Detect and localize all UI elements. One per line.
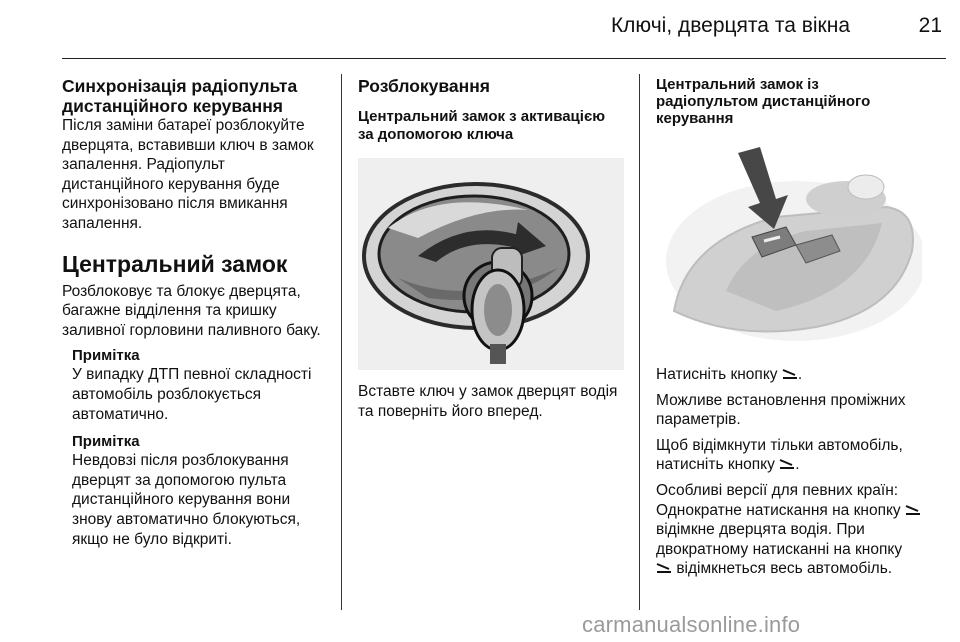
column-divider-2 [639,74,640,610]
note-2-text: Невдовзі після розблокування дверцят за допомогою пульта дистанційного керування вони знову автоматично блокуються, якщо не було відкриті. [72,452,301,548]
remote-key-image [656,141,922,353]
text-unlock-vehicle-b: . [795,456,800,474]
text-sync: Після заміни батареї розблокуйте дверцята, вставивши ключ в замок запалення. Радіопульт дистанційного керування буде синхронізовано після вмикання запалення. [62,117,314,232]
text-unlock-vehicle [656,436,922,475]
key-in-lock-image [358,158,624,370]
column-2 [358,76,624,421]
subheading-key-lock: Центральний замок з активацією за допомогою ключа [358,108,606,143]
text-unlock-vehicle-a: Щоб відімкнути тільки автомобіль, натисніть кнопку [656,436,903,474]
note-2 [72,432,330,549]
text-special-versions [656,481,922,579]
text-intermediate-settings: Можливе встановлення проміжних параметрів. [656,391,906,429]
remote-key-illustration [656,141,922,353]
unlock-button-icon [782,368,798,380]
note-1-title: Примітка [72,347,140,365]
text-press-button-b: . [797,366,803,383]
heading-sync: Синхронізація радіопульта дистанційного керування [62,76,298,116]
header-rule [62,58,946,59]
note-1 [72,346,330,424]
unlock-button-icon [905,504,921,516]
text-central-lock: Розблоковує та блокує дверцята, багажне відділення та кришку заливної горловини паливного баку. [62,282,321,339]
column-1 [62,76,330,549]
key-lock-illustration [358,158,624,370]
text-press-button-a: Натисніть кнопку [656,366,778,383]
unlock-button-icon [779,458,795,470]
heading-unlocking: Розблокування [358,76,491,96]
heading-central-lock: Центральний замок [62,250,288,277]
unlock-button-icon [656,562,672,574]
text-special-2: відімкне дверцята водія. При двократному натисканні на кнопку [656,521,903,558]
text-special-1: Особливі версії для певних країн: Однократне натискання на кнопку [656,481,901,519]
watermark: carmanualsonline.info [582,612,801,637]
note-2-title: Примітка [72,433,140,451]
column-divider-1 [341,74,342,610]
text-press-button [656,365,922,385]
note-1-text: У випадку ДТП певної складності автомобіль розблокується автоматично. [72,366,312,423]
subheading-remote-lock: Центральний замок із радіопультом дистанційного керування [656,76,871,127]
column-3 [656,76,922,579]
text-insert-key: Вставте ключ у замок дверцят водія та поверніть його вперед. [358,383,618,420]
page-header-title: Ключі, дверцята та вікна [610,14,850,37]
page-number: 21 [918,14,942,37]
text-special-3: відімкнеться весь автомобіль. [676,560,893,578]
